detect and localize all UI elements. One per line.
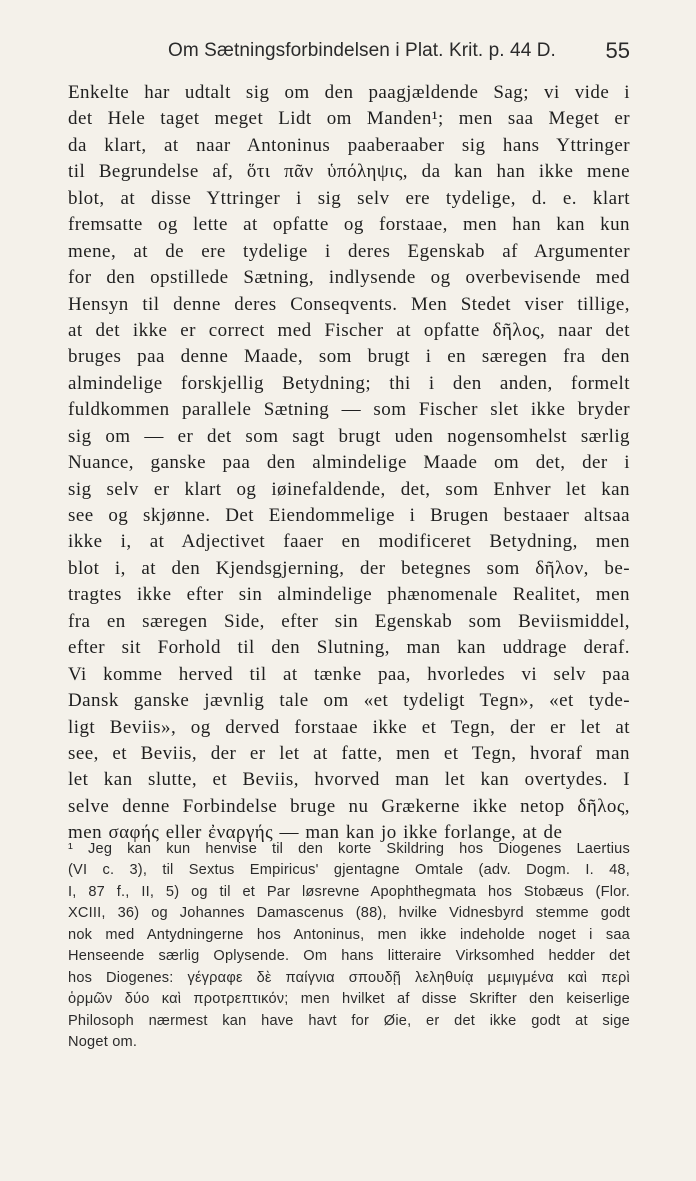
main-text xyxy=(68,80,630,847)
text-line: da klart, at naar Antoninus paaberaaber sig hans Yttringer xyxy=(68,134,630,156)
page-number: 55 xyxy=(605,38,630,63)
text-line: fremsatte og lette at opfatte og forstaae, men han kan kun xyxy=(68,214,630,236)
text-line: see, et Beviis, der er let at fatte, men et Tegn, hvoraf man xyxy=(68,742,630,764)
text-line: ikke i, at Adjectivet faaer en modificeret Betydning, men xyxy=(68,531,630,553)
text-line: let kan slutte, et Beviis, hvorved man let kan overtydes. I xyxy=(68,769,630,791)
text-line: tragtes ikke efter sin almindelige phænomenale Realitet, men xyxy=(68,584,630,606)
text-line: til Begrundelse af, ὅτι πᾶν ὑπόληψις, da kan han ikke mene xyxy=(68,161,630,183)
text-line: Dansk ganske jævnlig tale om «et tydeligt Tegn», «et tyde- xyxy=(68,690,630,712)
footnote-line: ¹ Jeg kan kun henvise til den korte Skildring hos Diogenes Laertius xyxy=(68,841,630,857)
footnote-line: Philosoph nærmest kan have havt for Øie, er det ikke godt at sige xyxy=(68,1012,630,1029)
text-line: fra en særegen Side, efter sin Egenskab som Beviismiddel, xyxy=(68,610,630,632)
footnote-line: Henseende særlig Oplysende. Om hans litteraire Virksomhed hedder det xyxy=(68,948,630,965)
footnote-line: I, 87 f., II, 5) og til et Par løsrevne Apophthegmata hos Stobæus (Flor. xyxy=(68,883,630,900)
text-line: det Hele taget meget Lidt om Manden¹; men saa Meget er xyxy=(68,108,630,130)
text-line: mene, at de ere tydelige i deres Egenskab af Argumenter xyxy=(68,240,630,262)
page-header xyxy=(168,38,630,68)
text-line: almindelige forskjellig Betydning; thi i den anden, formelt xyxy=(68,372,630,394)
footnote-line: nok med Antydningerne hos Antoninus, men ikke indeholde noget i saa xyxy=(68,926,630,943)
footnote xyxy=(68,839,630,1053)
footnote-line: Noget om. xyxy=(68,1033,138,1050)
text-line: Hensyn til denne deres Conseqvents. Men Stedet viser tillige, xyxy=(68,293,630,315)
running-title: Om Sætningsforbindelsen i Plat. Krit. p. 44 D. xyxy=(168,40,556,61)
text-line: ligt Beviis», og derved forstaae ikke et Tegn, der er let at xyxy=(68,716,630,738)
text-line: sig om — er det som sagt brugt uden nogensomhelst særlig xyxy=(68,425,630,447)
text-line: Nuance, ganske paa den almindelige Maade om det, der i xyxy=(68,452,630,474)
text-line: see og skjønne. Det Eiendommelige i Brugen bestaaer altsaa xyxy=(68,505,630,526)
text-line: for den opstillede Sætning, indlysende og overbevisende med xyxy=(68,267,630,289)
text-line: fuldkommen parallele Sætning — som Fischer slet ikke bryder xyxy=(68,399,630,421)
footnote-line: hos Diogenes: γέγραφε δὲ παίγνια σπουδῇ λεληθυίᾳ μεμιγμένα καὶ περὶ xyxy=(68,969,630,986)
text-line: at det ikke er correct med Fischer at opfatte δῆλος, naar det xyxy=(68,319,630,341)
footnote-line: (VI c. 3), til Sextus Empiricus' gjentagne Omtale (adv. Dogm. I. 48, xyxy=(68,862,630,879)
footnote-line: XCIII, 36) og Johannes Damascenus (88), hvilke Vidnesbyrd stemme godt xyxy=(68,905,630,922)
text-line: sig selv er klart og iøinefaldende, det, som Enhver let kan xyxy=(68,478,630,500)
footnote-line: ὁρμῶν δύο καὶ προτρεπτικόν; men hvilket af disse Skrifter den keiserlige xyxy=(68,991,630,1008)
text-line: bruges paa denne Maade, som brugt i en særegen fra den xyxy=(68,346,630,368)
text-line: men σαφής eller ἐναργής — man kan jo ikke forlange, at de xyxy=(68,822,563,844)
text-line: efter sit Forhold til den Slutning, man kan uddrage deraf. xyxy=(68,637,630,659)
text-line: Enkelte har udtalt sig om den paagjældende Sag; vi vide i xyxy=(68,82,630,103)
text-line: Vi komme herved til at tænke paa, hvorledes vi selv paa xyxy=(68,663,630,685)
text-line: blot, at disse Yttringer i sig selv ere tydelige, d. e. klart xyxy=(68,187,630,209)
text-line: selve denne Forbindelse bruge nu Grækerne ikke netop δῆλος, xyxy=(68,795,630,817)
text-line: blot i, at den Kjendsgjerning, der betegnes som δῆλον, be- xyxy=(68,557,630,579)
